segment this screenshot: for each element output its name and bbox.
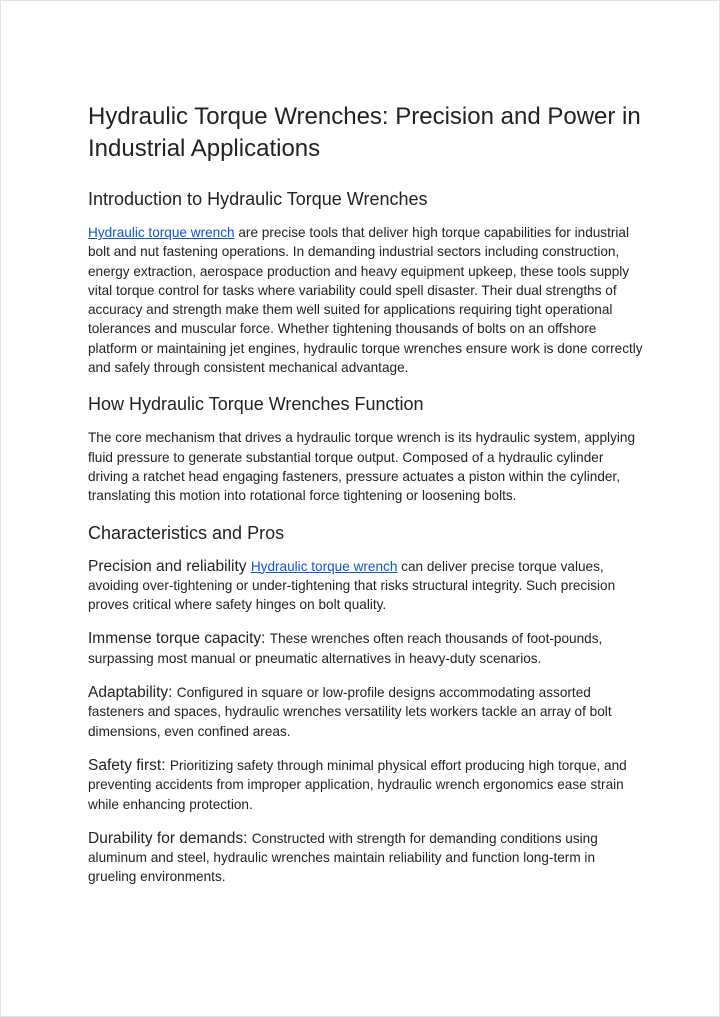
pros-item-lead: Immense torque capacity: <box>88 630 270 648</box>
pros-item-precision <box>88 557 644 615</box>
pros-item-durability <box>88 829 644 887</box>
pros-item-lead: Adaptability: <box>88 684 177 702</box>
pros-item-lead: Precision and reliability <box>88 557 251 575</box>
pros-heading: Characteristics and Pros <box>88 522 285 543</box>
function-paragraph: The core mechanism that drives a hydraulic torque wrench is its hydraulic system, applying fluid pressure to generate substantial torque output. Composed of a hydraulic cylinder driving a ratchet head engaging fasteners, pressure actuates a piston within the cylinder, translating this motion into rotational force tightening or loosening bolts. <box>88 430 636 504</box>
intro-body: are precise tools that deliver high torque capabilities for industrial bolt and nut fastening operations. In demanding industrial sectors including construction, energy extraction, aerospace production and heavy equipment upkeep, these tools supply vital torque control for tasks where variability could spell disaster. Their dual strengths of accuracy and strength make them well suited for applications requiring tight operational tolerances and muscular force. Whether tightening thousands of bolts on an offshore platform or maintaining jet engines, hydraulic torque wrenches ensure work is done correctly and safely through consistent mechanical advantage. <box>88 225 643 376</box>
pros-item-lead: Durability for demands: <box>88 829 252 847</box>
pros-item-body: Configured in square or low-profile designs accommodating assorted fasteners and spaces, hydraulic wrenches versatility lets workers tackle an array of bolt dimensions, even confined areas. <box>88 685 612 739</box>
hydraulic-torque-wrench-link[interactable]: Hydraulic torque wrench <box>88 225 235 240</box>
document-content <box>88 101 644 902</box>
pros-item-body: Prioritizing safety through minimal physical effort producing high torque, and preventing accidents from improper application, hydraulic wrench ergonomics ease strain while enhancing protection. <box>88 757 627 812</box>
pros-item-body: Constructed with strength for demanding conditions using aluminum and steel, hydraulic wrenches maintain reliability and function long-term in grueling environments. <box>88 830 598 885</box>
pros-item-safety <box>88 756 644 814</box>
pros-item-body: These wrenches often reach thousands of foot-pounds, surpassing most manual or pneumatic alternatives in heavy-duty scenarios. <box>88 631 603 666</box>
pros-item-body: can deliver precise torque values, avoiding over-tightening or under-tightening that risks structural integrity. Such precision proves critical where safety hinges on bolt quality. <box>88 558 616 613</box>
pros-item-adaptability <box>88 683 644 741</box>
intro-heading: Introduction to Hydraulic Torque Wrenches <box>88 189 428 209</box>
page-title: Hydraulic Torque Wrenches: Precision and Power in Industrial Applications <box>88 103 641 162</box>
hydraulic-torque-wrench-link[interactable]: Hydraulic torque wrench <box>250 558 398 574</box>
pros-item-capacity <box>88 629 644 668</box>
intro-paragraph <box>88 223 644 377</box>
function-heading: How Hydraulic Torque Wrenches Function <box>88 394 424 415</box>
pros-item-lead: Safety first: <box>88 756 170 774</box>
